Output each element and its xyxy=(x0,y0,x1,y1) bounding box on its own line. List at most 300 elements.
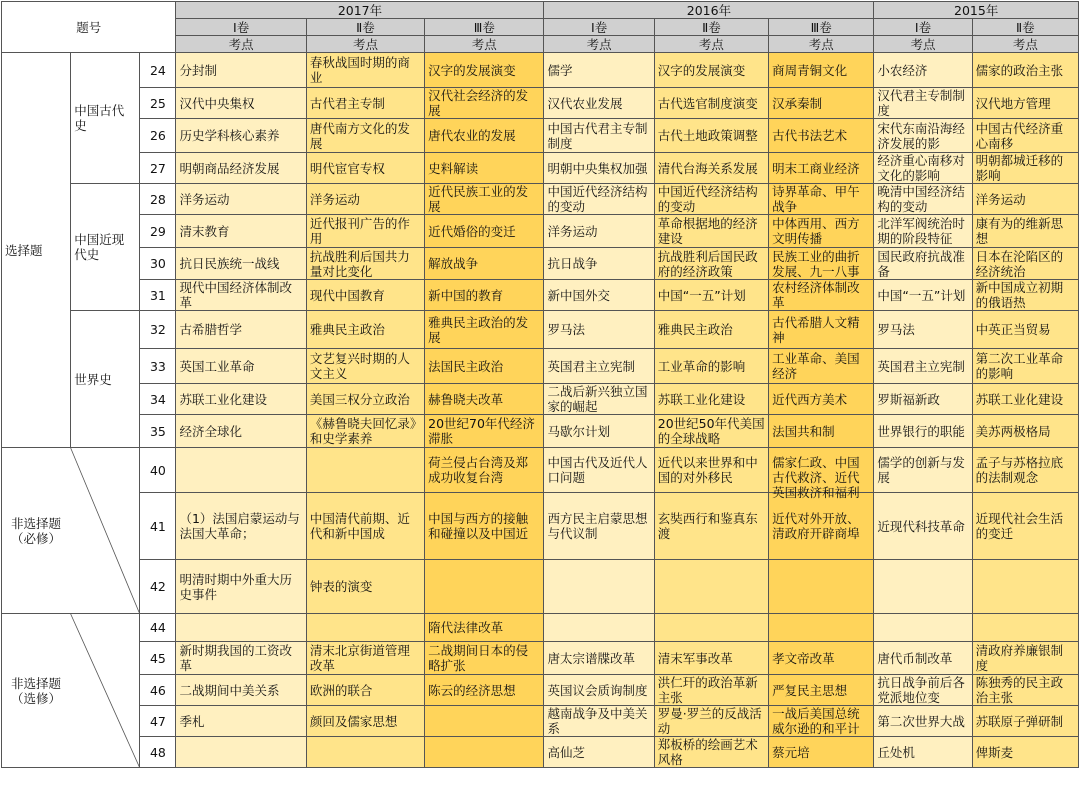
topic-text: 英国议会质询制度 xyxy=(547,682,648,698)
kaodian-label: 考点 xyxy=(176,36,306,53)
volume-label: Ⅰ卷 xyxy=(874,19,972,36)
topic-text: 文艺复兴时期的人文主义 xyxy=(309,351,410,381)
table-row xyxy=(2,384,1079,415)
topic-cell xyxy=(176,215,306,248)
topic-cell xyxy=(544,614,654,642)
topic-cell xyxy=(972,384,1078,415)
topic-cell xyxy=(425,119,544,153)
topic-text: 雅典民主政治的发展 xyxy=(428,314,529,345)
volume-label: Ⅰ卷 xyxy=(176,19,306,36)
topic-text: 儒学 xyxy=(547,62,573,78)
topic-cell xyxy=(972,311,1078,349)
topic-cell xyxy=(544,706,654,737)
topic-cell xyxy=(176,184,306,215)
topic-text: 罗斯福新政 xyxy=(877,391,940,407)
topic-text: 晚清中国经济结构的变动 xyxy=(877,184,965,214)
topic-cell xyxy=(874,448,972,493)
topic-cell xyxy=(654,349,768,384)
topic-cell xyxy=(972,675,1078,706)
topic-cell xyxy=(874,675,972,706)
topic-cell xyxy=(972,737,1078,768)
topic-text: 《赫鲁晓夫回忆录》和史学素养 xyxy=(309,416,417,446)
topic-cell xyxy=(654,119,768,153)
kaodian-label: 考点 xyxy=(425,36,544,53)
topic-cell xyxy=(654,614,768,642)
topic-cell xyxy=(654,215,768,248)
topic-cell xyxy=(544,384,654,415)
table-row xyxy=(2,560,1079,614)
topic-cell xyxy=(769,53,874,88)
topic-text: 儒家的政治主张 xyxy=(975,62,1064,78)
topic-cell xyxy=(306,415,424,448)
topic-text: 洋务运动 xyxy=(179,191,230,207)
topic-text: 近代以来世界和中国的对外移民 xyxy=(657,455,758,485)
topic-cell xyxy=(544,153,654,184)
topic-cell xyxy=(769,384,874,415)
topic-text: 孝文帝改革 xyxy=(772,650,835,666)
topic-text: 孟子与苏格拉底的法制观念 xyxy=(975,455,1064,485)
topic-text: 明代宦官专权 xyxy=(309,160,385,176)
topic-text: 中国古代及近代人口问题 xyxy=(547,455,648,485)
topic-text: 近代西方美术 xyxy=(772,391,848,407)
topic-text: 明末工商业经济 xyxy=(772,160,860,176)
topic-cell xyxy=(874,311,972,349)
topic-cell xyxy=(425,493,544,560)
topic-cell xyxy=(769,119,874,153)
topic-cell xyxy=(425,384,544,415)
topic-text: 古代君主专制 xyxy=(309,95,385,111)
kaodian-label: 考点 xyxy=(972,36,1078,53)
section-label: 非选择题 （必修） xyxy=(10,515,61,546)
question-number: 32 xyxy=(140,311,176,349)
topic-text: 荷兰侵占台湾及郑成功收复台湾 xyxy=(428,455,529,485)
topic-text: 商周青铜文化 xyxy=(772,62,848,78)
table-row xyxy=(2,706,1079,737)
topic-cell xyxy=(425,737,544,768)
question-number: 46 xyxy=(140,675,176,706)
topic-text: 康有为的维新思想 xyxy=(975,216,1064,246)
topic-cell xyxy=(972,184,1078,215)
topic-cell xyxy=(306,493,424,560)
topic-text: 钟表的演变 xyxy=(309,579,373,594)
topic-text: 古代希腊人文精神 xyxy=(772,314,860,345)
topic-cell xyxy=(425,53,544,88)
topic-cell xyxy=(425,311,544,349)
topic-cell xyxy=(654,448,768,493)
topic-cell xyxy=(176,280,306,311)
topic-cell xyxy=(306,215,424,248)
topic-cell xyxy=(654,560,768,614)
question-number: 31 xyxy=(140,280,176,311)
section-jindai: 中国近现代史 xyxy=(71,184,140,311)
topic-text: 日本在沦陷区的经济统治 xyxy=(975,248,1064,279)
topic-cell xyxy=(972,88,1078,119)
topic-cell xyxy=(176,153,306,184)
topic-text: 中国近代经济结构的变动 xyxy=(547,184,648,214)
topic-text: 唐代币制改革 xyxy=(877,650,953,666)
table-row xyxy=(2,280,1079,311)
topic-cell xyxy=(769,706,874,737)
topic-text: 雅典民主政治 xyxy=(657,322,733,337)
topic-text: 古代土地政策调整 xyxy=(657,128,758,143)
topic-text: 清末军事改革 xyxy=(657,650,733,666)
topic-text: 经济重心南移对文化的影响 xyxy=(877,153,965,183)
topic-text: 近现代社会生活的变迁 xyxy=(975,511,1064,541)
topic-cell xyxy=(544,119,654,153)
topic-cell xyxy=(874,706,972,737)
topic-text: 史料解读 xyxy=(428,160,479,176)
topic-cell xyxy=(874,493,972,560)
kaodian-label: 考点 xyxy=(769,36,874,53)
topic-cell xyxy=(425,88,544,119)
topic-cell xyxy=(176,53,306,88)
header-tihao: 题号 xyxy=(2,2,176,53)
table-row xyxy=(2,614,1079,642)
topic-cell xyxy=(769,737,874,768)
topic-text: 英国工业革命 xyxy=(179,358,255,374)
topic-text: 罗马法 xyxy=(547,322,585,337)
topic-cell xyxy=(972,560,1078,614)
table-row xyxy=(2,448,1079,493)
topic-cell xyxy=(654,184,768,215)
topic-text: 春秋战国时期的商业 xyxy=(309,55,410,85)
topic-cell xyxy=(306,614,424,642)
topic-cell xyxy=(972,119,1078,153)
topic-text: 中国“一五”计划 xyxy=(877,287,966,303)
topic-cell xyxy=(176,614,306,642)
table-row xyxy=(2,88,1079,119)
year-2017: 2017年 xyxy=(176,2,544,19)
question-number: 29 xyxy=(140,215,176,248)
kaodian-label: 考点 xyxy=(654,36,768,53)
topic-cell xyxy=(874,280,972,311)
table-row xyxy=(2,248,1079,280)
topic-cell xyxy=(769,614,874,642)
topic-text: （1）法国启蒙运动与法国大革命； xyxy=(179,511,300,541)
topic-cell xyxy=(654,415,768,448)
topic-text: 英国君主立宪制 xyxy=(877,358,965,374)
topic-text: 近代民族工业的发展 xyxy=(428,184,529,214)
topic-cell xyxy=(306,88,424,119)
topic-text: 历史学科核心素养 xyxy=(179,128,280,143)
topic-text: 工业革命、美国经济 xyxy=(772,351,860,381)
topic-text: 俾斯麦 xyxy=(975,744,1014,760)
topic-cell xyxy=(874,88,972,119)
topic-text: 北洋军阀统治时期的阶段特征 xyxy=(877,216,965,246)
question-number: 27 xyxy=(140,153,176,184)
question-number: 35 xyxy=(140,415,176,448)
topic-text: 法国民主政治 xyxy=(428,358,504,374)
topic-cell xyxy=(769,642,874,675)
table-row xyxy=(2,215,1079,248)
topic-text: 洪仁玕的政治革新主张 xyxy=(657,675,758,705)
topic-text: 汉代地方管理 xyxy=(975,95,1051,111)
section-bixiu xyxy=(2,448,140,614)
topic-text: 现代中国经济体制改革 xyxy=(179,280,292,310)
table-row xyxy=(2,737,1079,768)
year-2016: 2016年 xyxy=(544,2,874,19)
topic-text: 小农经济 xyxy=(877,62,928,78)
topic-text: 苏联工业化建设 xyxy=(975,391,1064,407)
topic-cell xyxy=(425,280,544,311)
topic-cell xyxy=(176,248,306,280)
topic-text: 近代报刊广告的作用 xyxy=(309,216,410,246)
section-shijie: 世界史 xyxy=(71,311,140,448)
section-label: 非选择题 （选修） xyxy=(10,675,61,706)
topic-cell xyxy=(874,248,972,280)
topic-text: 陈独秀的民主政治主张 xyxy=(975,675,1064,705)
topic-text: 中国近代经济结构的变动 xyxy=(657,184,758,214)
topic-cell xyxy=(425,415,544,448)
table-row xyxy=(2,493,1079,560)
topic-text: 中国古代君主专制制度 xyxy=(547,120,648,151)
topic-text: 清政府养廉银制度 xyxy=(975,643,1064,673)
table-row xyxy=(2,119,1079,153)
topic-cell xyxy=(544,184,654,215)
topic-text: 陈云的经济思想 xyxy=(428,682,516,698)
topic-cell xyxy=(654,248,768,280)
topic-text: 明朝中央集权加强 xyxy=(547,160,648,176)
topic-text: 高仙芝 xyxy=(547,744,585,760)
section-gudai: 中国古代史 xyxy=(71,53,140,184)
volume-label: Ⅱ卷 xyxy=(972,19,1078,36)
topic-cell xyxy=(874,119,972,153)
topic-text: 工业革命的影响 xyxy=(657,358,746,374)
section-xuanxiu xyxy=(2,614,140,768)
topic-cell xyxy=(425,153,544,184)
topic-text: 抗战胜利后国民政府的经济政策 xyxy=(657,248,758,279)
exam-topics-table xyxy=(1,1,1079,768)
topic-text: 汉代君主专制制度 xyxy=(877,88,965,118)
kaodian-label: 考点 xyxy=(874,36,972,53)
topic-cell xyxy=(972,349,1078,384)
topic-text: 解放战争 xyxy=(428,256,479,271)
topic-cell xyxy=(972,280,1078,311)
topic-text: 抗日战争 xyxy=(547,256,598,271)
topic-text: 农村经济体制改革 xyxy=(772,280,860,310)
topic-text: 近代对外开放、清政府开辟商埠 xyxy=(772,511,860,541)
topic-cell xyxy=(306,384,424,415)
question-number: 42 xyxy=(140,560,176,614)
topic-cell xyxy=(544,415,654,448)
topic-cell xyxy=(544,493,654,560)
topic-text: 诗界革命、甲午战争 xyxy=(772,184,860,214)
topic-cell xyxy=(544,280,654,311)
topic-text: 汉代农业发展 xyxy=(547,95,623,111)
question-number: 26 xyxy=(140,119,176,153)
topic-text: 世界银行的职能 xyxy=(877,423,965,439)
table-row xyxy=(2,349,1079,384)
topic-text: 苏联工业化建设 xyxy=(657,391,746,407)
topic-text: 明清时期中外重大历史事件 xyxy=(179,571,292,602)
topic-text: 马歇尔计划 xyxy=(547,423,610,439)
topic-text: 汉代社会经济的发展 xyxy=(428,88,529,118)
topic-text: 中国与西方的接触和碰撞以及中国近 xyxy=(428,511,529,541)
topic-text: 郑板桥的绘画艺术风格 xyxy=(657,737,758,767)
topic-cell xyxy=(654,53,768,88)
topic-text: 古代书法艺术 xyxy=(772,128,848,143)
topic-cell xyxy=(874,642,972,675)
topic-text: 新中国外交 xyxy=(547,287,610,303)
topic-cell xyxy=(769,560,874,614)
topic-cell xyxy=(972,642,1078,675)
topic-cell xyxy=(769,675,874,706)
topic-text: 苏联工业化建设 xyxy=(179,391,267,407)
topic-text: 苏联原子弹研制 xyxy=(975,713,1064,729)
year-2015: 2015年 xyxy=(874,2,1079,19)
topic-text: 宋代东南沿海经济发展的影 xyxy=(877,120,965,151)
topic-cell xyxy=(306,311,424,349)
topic-text: 中国古代经济重心南移 xyxy=(975,120,1064,151)
topic-cell xyxy=(544,311,654,349)
topic-text: 赫鲁晓夫改革 xyxy=(428,391,504,407)
topic-text: 中英正当贸易 xyxy=(975,322,1051,337)
topic-cell xyxy=(176,349,306,384)
topic-text: 颜回及儒家思想 xyxy=(309,713,398,729)
topic-cell xyxy=(544,88,654,119)
topic-cell xyxy=(176,88,306,119)
question-number: 47 xyxy=(140,706,176,737)
topic-cell xyxy=(874,153,972,184)
topic-cell xyxy=(425,675,544,706)
topic-text: 汉承秦制 xyxy=(772,95,823,111)
topic-text: 丘处机 xyxy=(877,744,915,760)
topic-text: 中体西用、西方文明传播 xyxy=(772,216,860,246)
topic-cell xyxy=(972,706,1078,737)
table-row xyxy=(2,642,1079,675)
topic-cell xyxy=(972,53,1078,88)
question-number: 45 xyxy=(140,642,176,675)
topic-text: 唐代南方文化的发展 xyxy=(309,120,410,151)
topic-text: 儒家仁政、中国古代救济、近代英国救济和福利 xyxy=(772,455,860,500)
topic-cell xyxy=(769,280,874,311)
topic-text: 美苏两极格局 xyxy=(975,423,1051,439)
topic-text: 经济全球化 xyxy=(179,423,242,439)
topic-cell xyxy=(769,248,874,280)
topic-text: 唐代农业的发展 xyxy=(428,128,516,143)
question-number: 34 xyxy=(140,384,176,415)
topic-text: 汉代中央集权 xyxy=(179,95,255,111)
topic-cell xyxy=(972,448,1078,493)
topic-text: 洋务运动 xyxy=(309,191,360,207)
topic-text: 新中国成立初期的俄语热 xyxy=(975,280,1064,310)
topic-cell xyxy=(654,493,768,560)
topic-cell xyxy=(769,153,874,184)
volume-label: Ⅱ卷 xyxy=(306,19,424,36)
topic-cell xyxy=(874,560,972,614)
topic-text: 革命根据地的经济建设 xyxy=(657,216,758,246)
table-row xyxy=(2,184,1079,215)
topic-cell xyxy=(176,493,306,560)
topic-cell xyxy=(544,53,654,88)
topic-cell xyxy=(306,248,424,280)
topic-text: 民族工业的曲折发展、九一八事 xyxy=(772,248,860,279)
topic-text: 国民政府抗战准备 xyxy=(877,248,965,279)
topic-text: 二战期间日本的侵略扩张 xyxy=(428,643,529,673)
topic-cell xyxy=(176,384,306,415)
topic-cell xyxy=(306,153,424,184)
volume-label: Ⅰ卷 xyxy=(544,19,654,36)
topic-cell xyxy=(306,560,424,614)
topic-cell xyxy=(425,642,544,675)
topic-cell xyxy=(654,675,768,706)
topic-cell xyxy=(176,706,306,737)
topic-text: 20世纪50年代美国的全球战略 xyxy=(657,416,765,446)
topic-text: 隋代法律改革 xyxy=(428,620,504,635)
topic-text: 抗战胜利后国共力量对比变化 xyxy=(309,248,410,279)
topic-cell xyxy=(874,384,972,415)
question-number: 24 xyxy=(140,53,176,88)
topic-cell xyxy=(176,119,306,153)
topic-cell xyxy=(972,153,1078,184)
topic-text: 第二次工业革命的影响 xyxy=(975,351,1064,381)
topic-text: 新时期我国的工资改革 xyxy=(179,643,292,673)
topic-cell xyxy=(176,448,306,493)
topic-text: 美国三权分立政治 xyxy=(309,391,410,407)
topic-text: 严复民主思想 xyxy=(772,682,848,698)
topic-cell xyxy=(306,349,424,384)
topic-cell xyxy=(874,215,972,248)
section-xuanze: 选择题 xyxy=(2,53,71,448)
topic-text: 二战期间中美关系 xyxy=(179,682,280,698)
table-row xyxy=(2,53,1079,88)
topic-text: 古代选官制度演变 xyxy=(657,95,758,111)
topic-cell xyxy=(654,384,768,415)
topic-text: 近代婚俗的变迁 xyxy=(428,223,516,239)
topic-cell xyxy=(874,614,972,642)
topic-text: 季札 xyxy=(179,713,205,729)
topic-text: 儒学的创新与发展 xyxy=(877,455,965,485)
kaodian-label: 考点 xyxy=(544,36,654,53)
topic-text: 中国“一五”计划 xyxy=(657,287,746,303)
topic-text: 蔡元培 xyxy=(772,744,810,760)
topic-cell xyxy=(544,248,654,280)
table-row xyxy=(2,153,1079,184)
topic-text: 明朝商品经济发展 xyxy=(179,160,280,176)
question-number: 48 xyxy=(140,737,176,768)
topic-cell xyxy=(544,642,654,675)
topic-cell xyxy=(306,280,424,311)
topic-cell xyxy=(972,248,1078,280)
topic-cell xyxy=(769,349,874,384)
table-row xyxy=(2,311,1079,349)
question-number: 28 xyxy=(140,184,176,215)
topic-text: 欧洲的联合 xyxy=(309,682,373,698)
topic-cell xyxy=(425,215,544,248)
topic-cell xyxy=(306,675,424,706)
topic-cell xyxy=(874,737,972,768)
topic-cell xyxy=(544,675,654,706)
topic-cell xyxy=(654,642,768,675)
topic-text: 洋务运动 xyxy=(975,191,1026,207)
topic-text: 古希腊哲学 xyxy=(179,322,242,337)
topic-cell xyxy=(972,493,1078,560)
topic-cell xyxy=(306,184,424,215)
topic-cell xyxy=(874,415,972,448)
topic-text: 中国清代前期、近代和新中国成 xyxy=(309,511,410,541)
topic-cell xyxy=(306,53,424,88)
topic-cell xyxy=(176,675,306,706)
topic-text: 越南战争及中美关系 xyxy=(547,706,648,736)
topic-cell xyxy=(874,53,972,88)
question-number: 41 xyxy=(140,493,176,560)
topic-cell xyxy=(769,215,874,248)
question-number: 44 xyxy=(140,614,176,642)
question-number: 40 xyxy=(140,448,176,493)
topic-text: 新中国的教育 xyxy=(428,287,504,303)
topic-cell xyxy=(425,184,544,215)
topic-text: 玄奘西行和鉴真东渡 xyxy=(657,511,758,541)
